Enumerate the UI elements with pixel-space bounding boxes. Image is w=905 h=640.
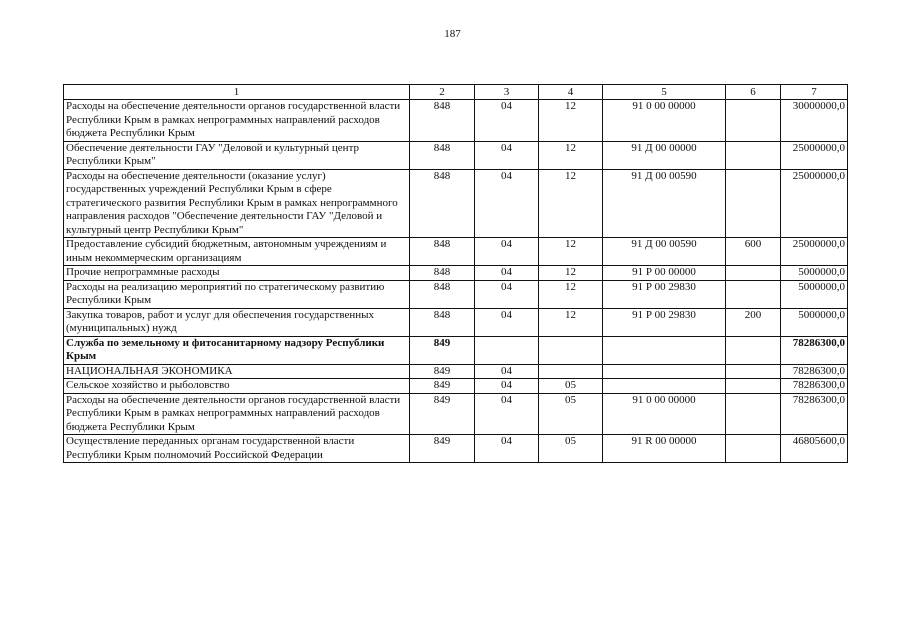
row-col6-cell [726, 169, 781, 238]
row-col5-cell [603, 379, 726, 394]
row-col4-cell: 05 [539, 379, 603, 394]
row-col5-cell: 91 Р 00 29830 [603, 308, 726, 336]
table-row [64, 435, 848, 463]
row-col2-cell: 849 [410, 336, 475, 364]
row-col5-cell: 91 Р 00 29830 [603, 280, 726, 308]
row-col5-cell: 91 0 00 00000 [603, 100, 726, 142]
table-row [64, 266, 848, 281]
budget-table [63, 84, 848, 463]
row-col3-cell: 04 [475, 364, 539, 379]
row-col2-cell: 849 [410, 435, 475, 463]
row-col6-cell [726, 379, 781, 394]
row-col3-cell: 04 [475, 266, 539, 281]
row-col4-cell: 12 [539, 266, 603, 281]
row-col3-cell: 04 [475, 379, 539, 394]
row-name-cell: Осуществление переданных органам государственной власти Республики Крым полномочий Российской Федерации [64, 435, 410, 463]
row-col5-cell: 91 Д 00 00000 [603, 141, 726, 169]
row-amount-cell: 30000000,0 [781, 100, 848, 142]
row-name-cell: Служба по земельному и фитосанитарному надзору Республики Крым [64, 336, 410, 364]
row-col2-cell: 849 [410, 393, 475, 435]
row-col6-cell: 600 [726, 238, 781, 266]
row-col2-cell: 848 [410, 308, 475, 336]
row-name-cell: Расходы на обеспечение деятельности органов государственной власти Республики Крым в рамках непрограммных направлений расходов бюджета Республики Крым [64, 393, 410, 435]
row-name-cell: Расходы на обеспечение деятельности (оказание услуг) государственных учреждений Республики Крым в сфере стратегического развития Республики Крым в рамках непрограммного направления расходов "Обеспечение деятельности ГАУ "Деловой и культурный центр Республики Крым" [64, 169, 410, 238]
row-col6-cell [726, 435, 781, 463]
row-col3-cell [475, 336, 539, 364]
row-name-cell: Расходы на реализацию мероприятий по стратегическому развитию Республики Крым [64, 280, 410, 308]
row-col6-cell [726, 364, 781, 379]
row-col5-cell: 91 0 00 00000 [603, 393, 726, 435]
table-row [64, 336, 848, 364]
row-name-cell: Расходы на обеспечение деятельности органов государственной власти Республики Крым в рамках непрограммных направлений расходов бюджета Республики Крым [64, 100, 410, 142]
row-col3-cell: 04 [475, 141, 539, 169]
row-col3-cell: 04 [475, 280, 539, 308]
row-name-cell: Сельское хозяйство и рыболовство [64, 379, 410, 394]
row-col2-cell: 848 [410, 169, 475, 238]
row-col6-cell: 200 [726, 308, 781, 336]
row-col4-cell: 05 [539, 393, 603, 435]
row-col3-cell: 04 [475, 393, 539, 435]
row-amount-cell: 78286300,0 [781, 336, 848, 364]
row-amount-cell: 5000000,0 [781, 308, 848, 336]
table-row [64, 364, 848, 379]
row-col6-cell [726, 141, 781, 169]
header-cell: 5 [603, 85, 726, 100]
row-col4-cell: 05 [539, 435, 603, 463]
row-amount-cell: 25000000,0 [781, 169, 848, 238]
row-amount-cell: 25000000,0 [781, 238, 848, 266]
row-col2-cell: 849 [410, 379, 475, 394]
row-col6-cell [726, 336, 781, 364]
row-name-cell: НАЦИОНАЛЬНАЯ ЭКОНОМИКА [64, 364, 410, 379]
row-col5-cell: 91 Д 00 00590 [603, 169, 726, 238]
row-col2-cell: 848 [410, 238, 475, 266]
header-cell: 2 [410, 85, 475, 100]
row-col4-cell [539, 336, 603, 364]
row-col3-cell: 04 [475, 169, 539, 238]
row-col2-cell: 848 [410, 141, 475, 169]
table-row [64, 280, 848, 308]
table-row [64, 100, 848, 142]
row-amount-cell: 5000000,0 [781, 280, 848, 308]
row-col5-cell: 91 Д 00 00590 [603, 238, 726, 266]
row-col5-cell [603, 336, 726, 364]
table-row [64, 141, 848, 169]
row-col2-cell: 849 [410, 364, 475, 379]
row-amount-cell: 5000000,0 [781, 266, 848, 281]
table-header-row [64, 85, 848, 100]
header-cell: 3 [475, 85, 539, 100]
row-col2-cell: 848 [410, 100, 475, 142]
row-col3-cell: 04 [475, 238, 539, 266]
header-cell: 4 [539, 85, 603, 100]
row-col2-cell: 848 [410, 266, 475, 281]
row-name-cell: Предоставление субсидий бюджетным, автономным учреждениям и иным некоммерческим организациям [64, 238, 410, 266]
row-amount-cell: 78286300,0 [781, 379, 848, 394]
row-col4-cell: 12 [539, 169, 603, 238]
row-col4-cell: 12 [539, 280, 603, 308]
row-col3-cell: 04 [475, 435, 539, 463]
row-col4-cell: 12 [539, 141, 603, 169]
row-name-cell: Закупка товаров, работ и услуг для обеспечения государственных (муниципальных) нужд [64, 308, 410, 336]
row-col5-cell [603, 364, 726, 379]
row-col6-cell [726, 393, 781, 435]
row-col2-cell: 848 [410, 280, 475, 308]
row-amount-cell: 78286300,0 [781, 364, 848, 379]
header-cell: 6 [726, 85, 781, 100]
row-col4-cell: 12 [539, 238, 603, 266]
row-col6-cell [726, 280, 781, 308]
row-col4-cell [539, 364, 603, 379]
row-col5-cell: 91 Р 00 00000 [603, 266, 726, 281]
row-col6-cell [726, 266, 781, 281]
row-col4-cell: 12 [539, 100, 603, 142]
row-amount-cell: 46805600,0 [781, 435, 848, 463]
table-row [64, 238, 848, 266]
row-col6-cell [726, 100, 781, 142]
row-col3-cell: 04 [475, 308, 539, 336]
row-name-cell: Обеспечение деятельности ГАУ "Деловой и культурный центр Республики Крым" [64, 141, 410, 169]
table-row [64, 393, 848, 435]
table-row [64, 169, 848, 238]
table-row [64, 308, 848, 336]
header-cell: 7 [781, 85, 848, 100]
row-name-cell: Прочие непрограммные расходы [64, 266, 410, 281]
row-amount-cell: 25000000,0 [781, 141, 848, 169]
row-amount-cell: 78286300,0 [781, 393, 848, 435]
row-col4-cell: 12 [539, 308, 603, 336]
page-number: 187 [444, 28, 461, 40]
row-col5-cell: 91 R 00 00000 [603, 435, 726, 463]
header-cell: 1 [64, 85, 410, 100]
row-col3-cell: 04 [475, 100, 539, 142]
table-row [64, 379, 848, 394]
